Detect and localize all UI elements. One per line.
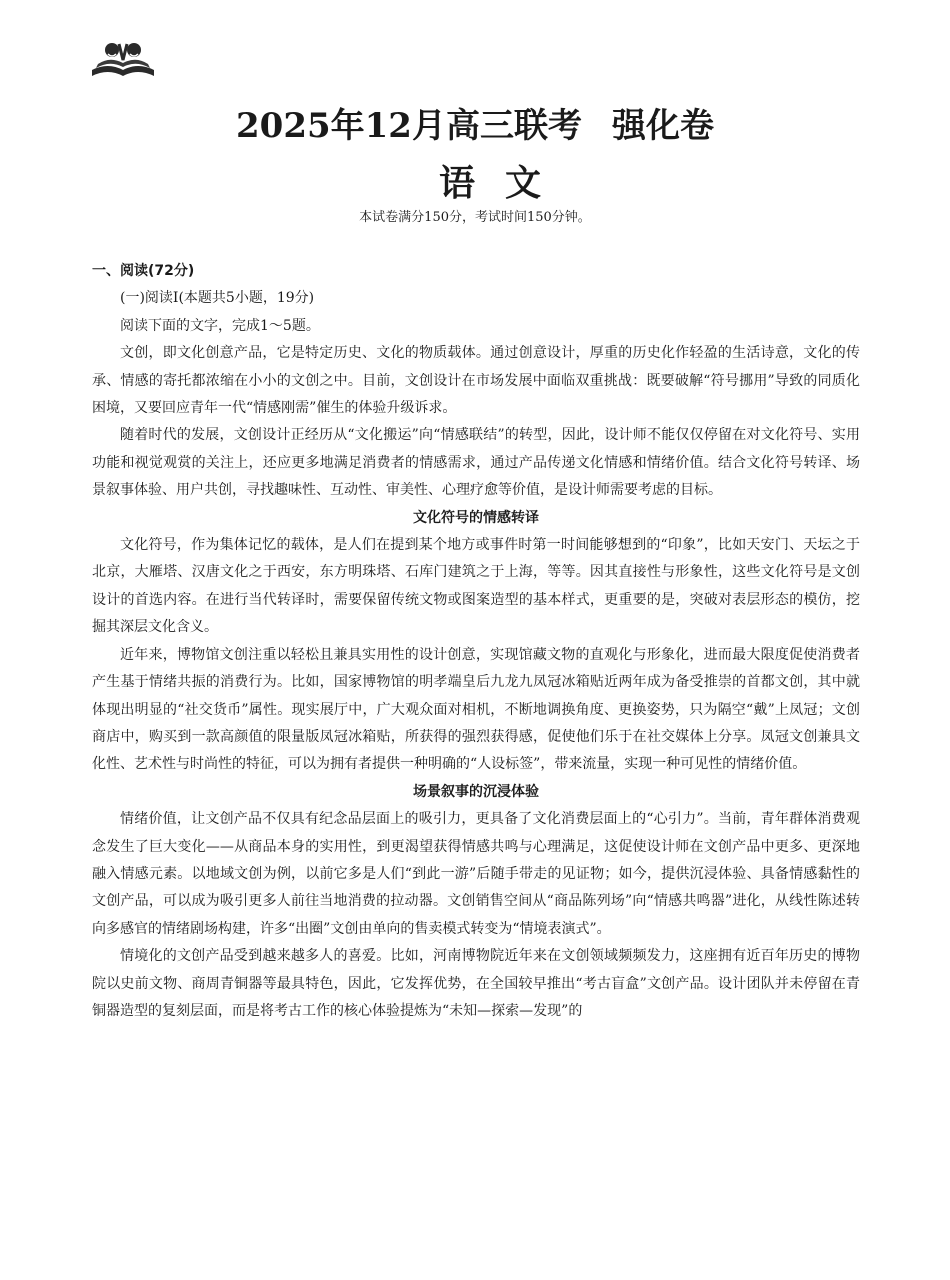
section-heading: 一、阅读(72分) [92, 263, 195, 279]
sub-section-heading: (一)阅读Ⅰ(本题共5小题，19分) [120, 290, 315, 307]
paragraph-2: 随着时代的发展，文创设计正经历从“文化搬运”向“情感联结”的转型，因此，设计师不能仅仅停留在对文化符号、实用功能和视觉观赏的关注上，还应更多地满足消费者的情感需求，通过产品传递文化情感和情绪价值。结合文化符号转译、场景叙事体验、用户共创，寻找趣味性、互动性、审美性、心理疗愈等价值，是设计师需要考虑的目标。 [92, 427, 860, 499]
paragraph-6: 情境化的文创产品受到越来越多人的喜爱。比如，河南博物院近年来在文创领域频频发力，这座拥有近百年历史的博物院以史前文物、商周青铜器等最具特色，因此，它发挥优势，在全国较早推出“考古盲盒”文创产品。设计团队并未停留在青铜器造型的复刻层面，而是将考古工作的核心体验提炼为“未知—探索—发现”的 [92, 948, 860, 1019]
paragraph-4: 近年来，博物馆文创注重以轻松且兼具实用性的设计创意，实现馆藏文物的直观化与形象化，进而最大限度促使消费者产生基于情绪共振的消费行为。比如，国家博物馆的明孝端皇后九龙九凤冠冰箱贴近两年成为备受推崇的首都文创，其中就体现出明显的“社交货币”属性。现实展厅中，广大观众面对相机，不断地调换角度、更换姿势，只为隔空“戴”上凤冠；文创商店中，购买到一款高颜值的限量版凤冠冰箱贴，所获得的强烈获得感，促使他们乐于在社交媒体上分享。凤冠文创兼具文化性、艺术性与时尚性的特征，可以为拥有者提供一种明确的“人设标签”，带来流量，实现一种可见性的情绪价值。 [92, 646, 860, 773]
book-logo-icon [90, 40, 156, 80]
exam-content [92, 258, 860, 1025]
paragraph-1: 文创，即文化创意产品，它是特定历史、文化的物质载体。通过创意设计，厚重的历史化作轻盈的生活诗意，文化的传承、情感的寄托都浓缩在小小的文创之中。目前，文创设计在市场发展中面临双重挑战：既要破解“符号挪用”导致的同质化困境，又要回应青年一代“情感刚需”催生的体验升级诉求。 [92, 345, 860, 417]
paragraph-5: 情绪价值，让文创产品不仅具有纪念品层面上的吸引力，更具备了文化消费层面上的“心引力”。当前，青年群体消费观念发生了巨大变化——从商品本身的实用性，到更渴望获得情感共鸣与心理满足，这促使设计师在文创产品中更多、更深地融入情感元素。以地域文创为例，以前它多是人们“到此一游”后随手带走的见证物；如今，提供沉浸体验、具备情感黏性的文创产品，可以成为吸引更多人前往当地消费的拉动器。文创销售空间从“商品陈列场”向“情感共鸣器”进化，从线性陈述转向多感官的情绪剧场构建，许多“出圈”文创由单向的售卖模式转变为“情境表演式”。 [92, 811, 860, 937]
instruction: 阅读下面的文字，完成1～5题。 [120, 317, 320, 334]
exam-info: 本试卷满分150分，考试时间150分钟。 [359, 210, 591, 225]
article-subheading-1: 文化符号的情感转译 [413, 509, 539, 526]
paragraph-3: 文化符号，作为集体记忆的载体，是人们在提到某个地方或事件时第一时间能够想到的“印象”，比如天安门、天坛之于北京，大雁塔、汉唐文化之于西安，东方明珠塔、石库门建筑之于上海，等等。因其直接性与形象性，这些文化符号是文创设计的首选内容。在进行当代转译时，需要保留传统文物或图案造型的基本样式，更重要的是，突破对表层形态的模仿，挖掘其深层文化含义。 [92, 537, 860, 636]
article-subheading-2: 场景叙事的沉浸体验 [413, 783, 539, 800]
exam-title-main: 2025年12月高三联考 [236, 106, 582, 146]
exam-title-variant: 强化卷 [611, 106, 714, 146]
exam-title [0, 98, 950, 147]
subject-title: 语文 [438, 162, 571, 204]
